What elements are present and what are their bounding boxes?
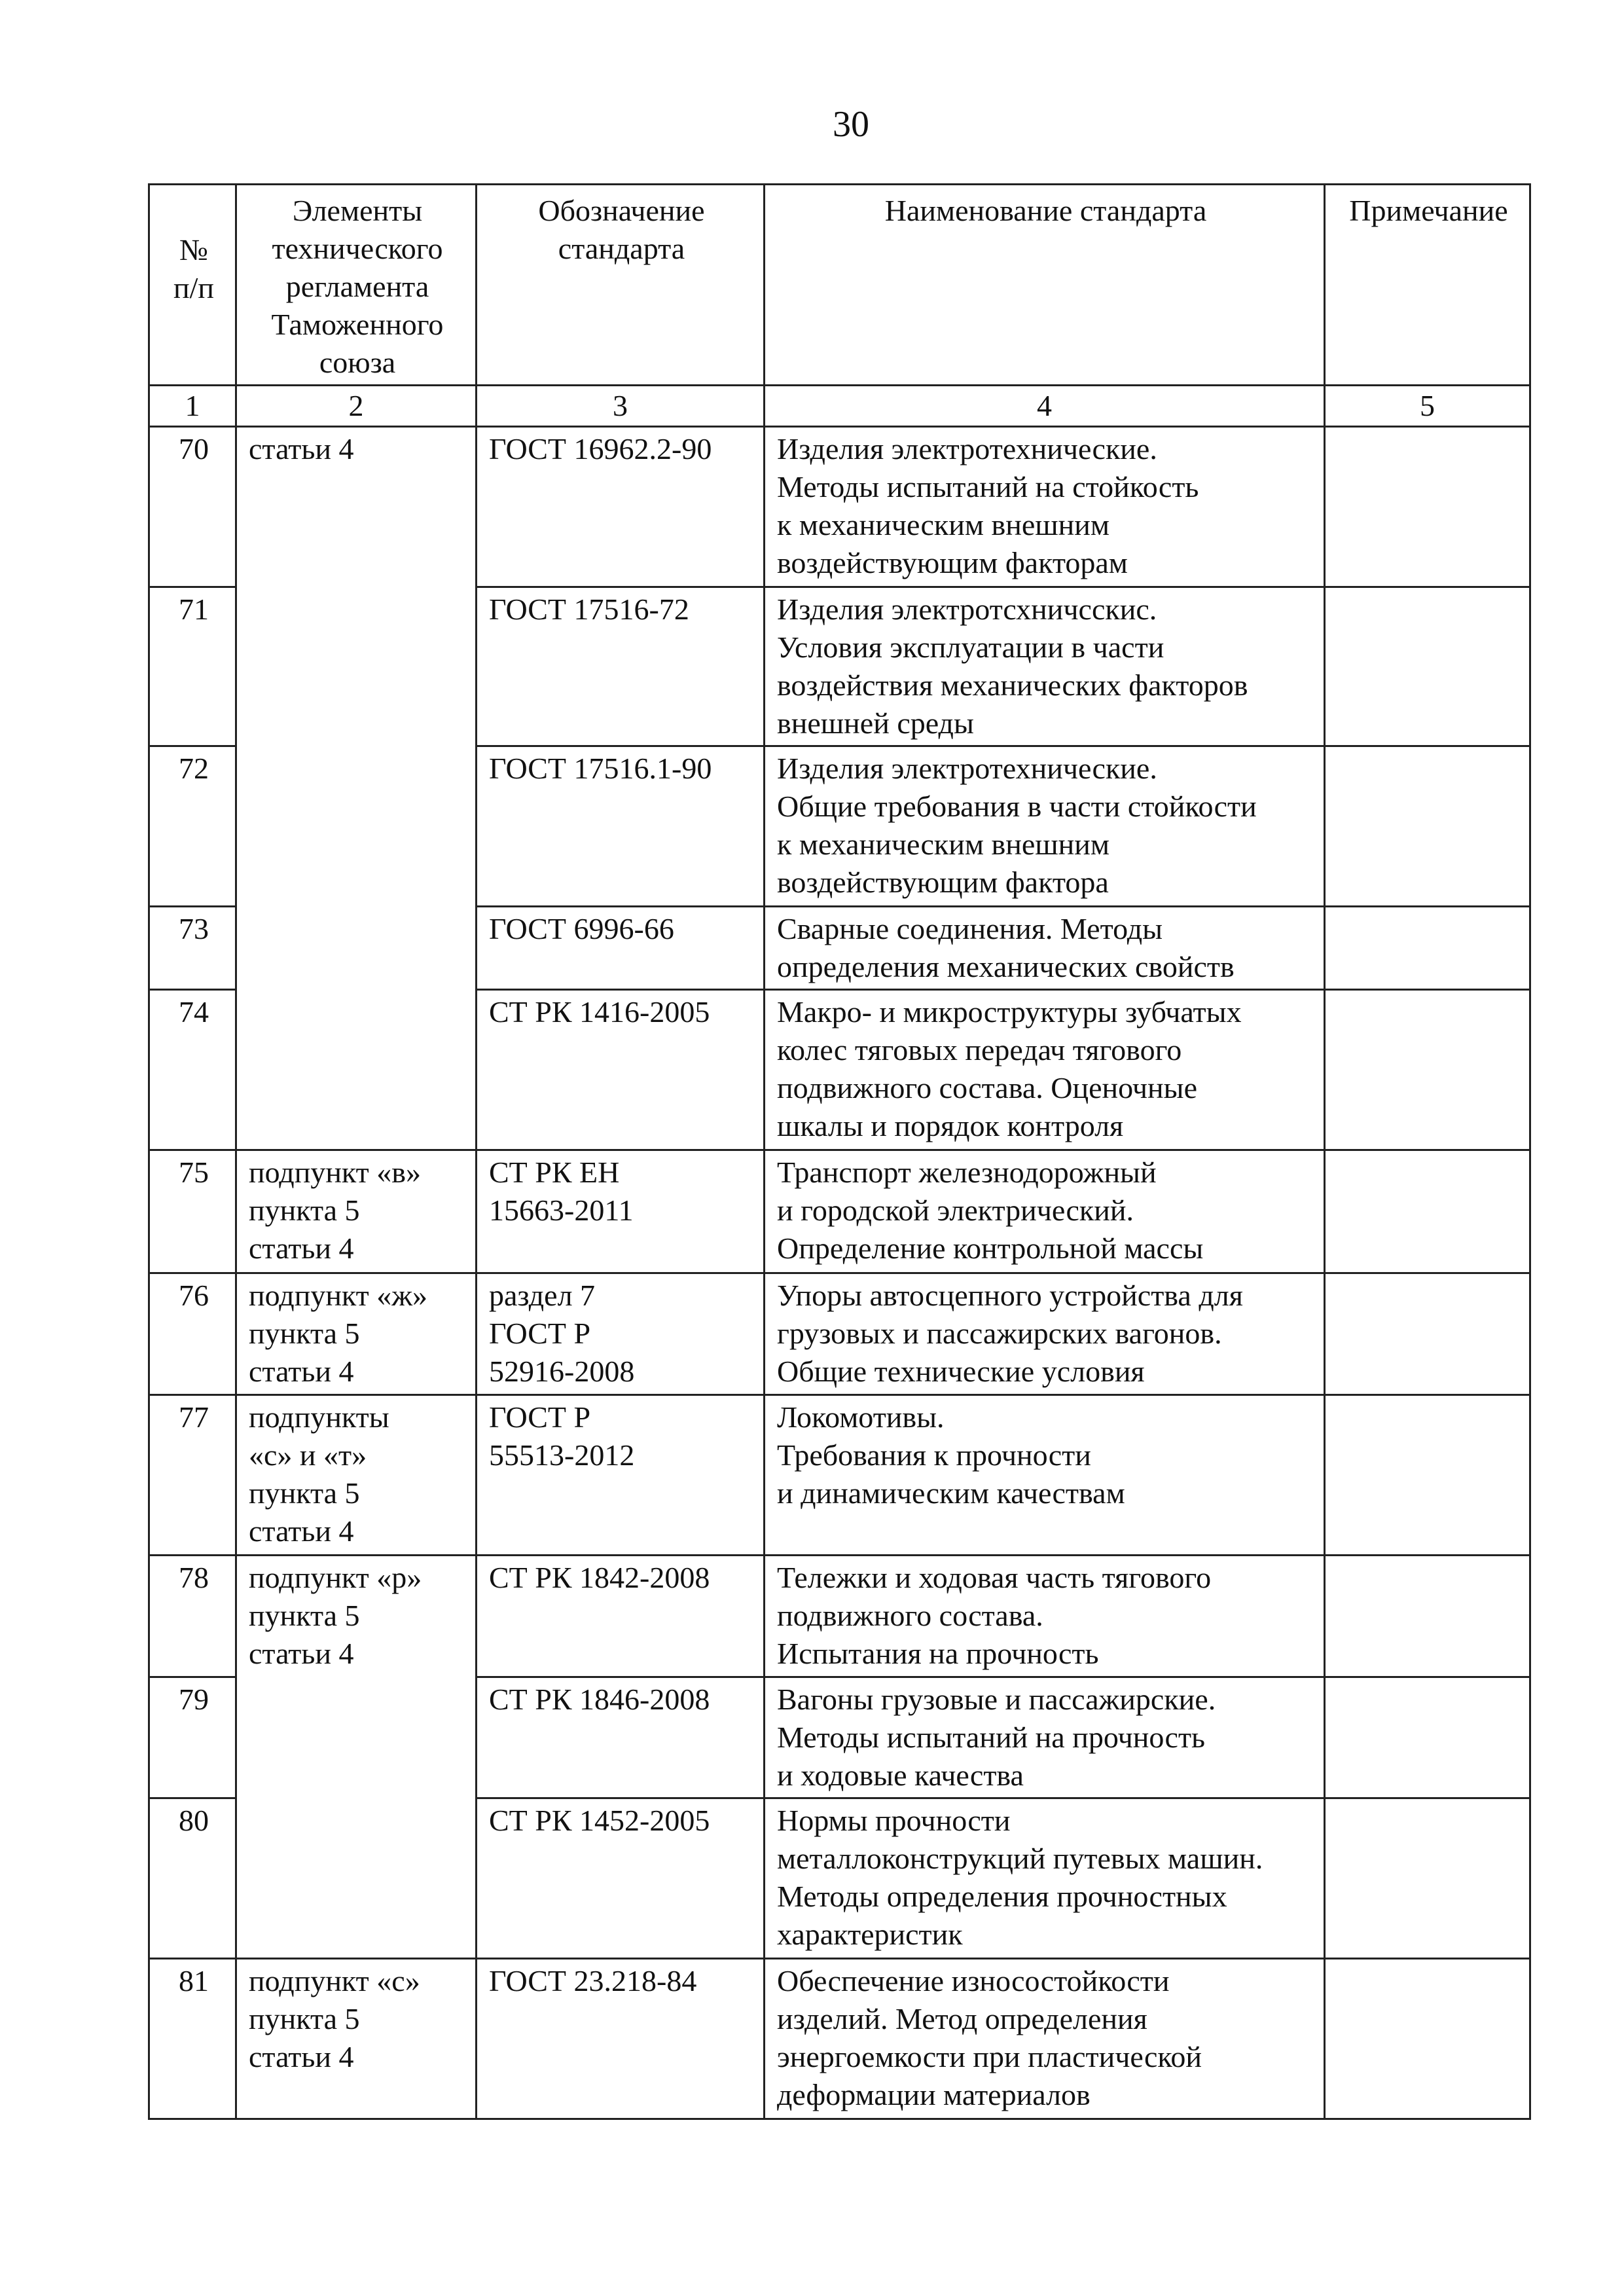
row-number: 72 — [149, 746, 236, 907]
note — [1325, 1677, 1530, 1798]
header-name: Наименование стандарта — [765, 185, 1325, 386]
standard-designation: СТ РК 1846-2008 — [477, 1677, 765, 1798]
column-number: 4 — [765, 386, 1325, 427]
standard-name: Макро- и микроструктуры зубчатых колес тяговых передач тягового подвижного состава. Оценочные шкалы и порядок контроля — [765, 990, 1325, 1150]
note — [1325, 907, 1530, 990]
table-row — [149, 1556, 1530, 1677]
table-row — [149, 1273, 1530, 1395]
note — [1325, 427, 1530, 587]
row-number: 75 — [149, 1150, 236, 1273]
standard-designation: СТ РК ЕН 15663-2011 — [477, 1150, 765, 1273]
table-row — [149, 1150, 1530, 1273]
standard-designation: СТ РК 1842-2008 — [477, 1556, 765, 1677]
standard-name: Тележки и ходовая часть тягового подвижного состава. Испытания на прочность — [765, 1556, 1325, 1677]
header-designation: Обозначение стандарта — [477, 185, 765, 386]
standard-designation: ГОСТ Р 55513-2012 — [477, 1395, 765, 1556]
note — [1325, 587, 1530, 746]
row-number: 78 — [149, 1556, 236, 1677]
standard-designation: ГОСТ 17516.1-90 — [477, 746, 765, 907]
row-number: 80 — [149, 1798, 236, 1959]
standard-name: Сварные соединения. Методы определения механических свойств — [765, 907, 1325, 990]
note — [1325, 1798, 1530, 1959]
standard-designation: СТ РК 1452-2005 — [477, 1798, 765, 1959]
regulation-element: статьи 4 — [236, 427, 477, 1150]
row-number: 77 — [149, 1395, 236, 1556]
standard-name: Локомотивы. Требования к прочности и динамическим качествам — [765, 1395, 1325, 1556]
note — [1325, 1556, 1530, 1677]
standard-designation: ГОСТ 17516-72 — [477, 587, 765, 746]
table-body — [149, 427, 1530, 2119]
standard-name: Обеспечение износостойкости изделий. Метод определения энергоемкости при пластической деформации материалов — [765, 1959, 1325, 2119]
standard-name: Изделия электротехнические. Методы испытаний на стойкость к механическим внешним воздействующим факторам — [765, 427, 1325, 587]
column-number: 3 — [477, 386, 765, 427]
standard-designation: ГОСТ 23.218-84 — [477, 1959, 765, 2119]
page-number: 30 — [833, 104, 869, 145]
standard-designation: ГОСТ 6996-66 — [477, 907, 765, 990]
header-elements: Элементы технического регламента Таможенного союза — [236, 185, 477, 386]
standard-name: Транспорт железнодорожный и городской электрический. Определение контрольной массы — [765, 1150, 1325, 1273]
column-number: 2 — [236, 386, 477, 427]
standard-name: Изделия электротсхничсскис. Условия эксплуатации в части воздействия механических факторов внешней среды — [765, 587, 1325, 746]
standard-name: Изделия электротехнические. Общие требования в части стойкости к механическим внешним воздействующим фактора — [765, 746, 1325, 907]
regulation-element: подпункт «р» пункта 5 статьи 4 — [236, 1556, 477, 1959]
regulation-element: подпункт «в» пункта 5 статьи 4 — [236, 1150, 477, 1273]
column-number: 1 — [149, 386, 236, 427]
note — [1325, 1150, 1530, 1273]
table-row — [149, 427, 1530, 587]
row-number: 71 — [149, 587, 236, 746]
table-row — [149, 1395, 1530, 1556]
standard-name: Вагоны грузовые и пассажирские. Методы испытаний на прочность и ходовые качества — [765, 1677, 1325, 1798]
standard-name: Упоры автосцепного устройства для грузовых и пассажирских вагонов. Общие технические условия — [765, 1273, 1325, 1395]
standard-designation: ГОСТ 16962.2-90 — [477, 427, 765, 587]
header-number: № п/п — [149, 185, 236, 386]
row-number: 79 — [149, 1677, 236, 1798]
standard-designation: раздел 7 ГОСТ Р 52916-2008 — [477, 1273, 765, 1395]
header-note: Примечание — [1325, 185, 1530, 386]
regulation-element: подпункты «с» и «т» пункта 5 статьи 4 — [236, 1395, 477, 1556]
standard-name: Нормы прочности металлоконструкций путевых машин. Методы определения прочностных характеристик — [765, 1798, 1325, 1959]
column-number-row — [149, 386, 1530, 427]
header-row — [149, 185, 1530, 386]
note — [1325, 1959, 1530, 2119]
note — [1325, 990, 1530, 1150]
row-number: 73 — [149, 907, 236, 990]
table-row — [149, 1959, 1530, 2119]
row-number: 81 — [149, 1959, 236, 2119]
standards-table — [148, 183, 1531, 2120]
note — [1325, 1395, 1530, 1556]
regulation-element: подпункт «ж» пункта 5 статьи 4 — [236, 1273, 477, 1395]
regulation-element: подпункт «с» пункта 5 статьи 4 — [236, 1959, 477, 2119]
row-number: 74 — [149, 990, 236, 1150]
standard-designation: СТ РК 1416-2005 — [477, 990, 765, 1150]
note — [1325, 746, 1530, 907]
row-number: 70 — [149, 427, 236, 587]
note — [1325, 1273, 1530, 1395]
row-number: 76 — [149, 1273, 236, 1395]
column-number: 5 — [1325, 386, 1530, 427]
